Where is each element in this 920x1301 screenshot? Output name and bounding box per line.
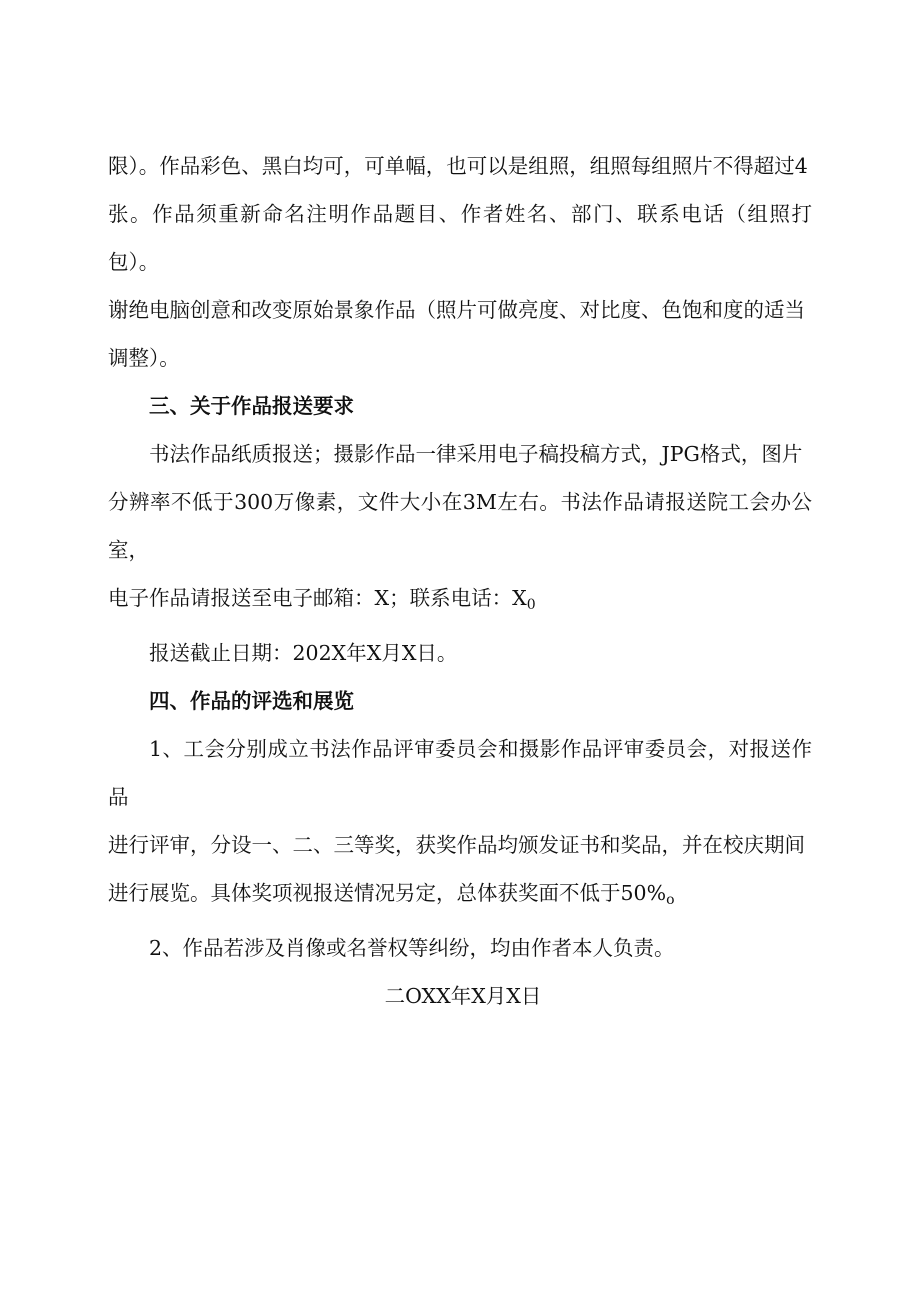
submission-line-1: 书法作品纸质报送；摄影作品一律采用电子稿投稿方式，JPG格式，图片 [149,442,803,466]
judging-item-1-line-1: 1、工会分别成立书法作品评审委员会和摄影作品评审委员会，对报送作品 [108,737,812,809]
section-4-heading: 四、作品的评选和展览 [149,689,354,713]
judging-item-1 [108,725,812,924]
continuation-line-4: 调整）。 [108,346,180,370]
judging-item-1-subscript: o [666,892,675,908]
document-date: 二OXX年X月X日 [384,984,542,1008]
judging-item-1-line-3: 进行展览。具体奖项视报送情况另定，总体获奖面不低于50% [108,881,667,905]
submission-line-2: 分辨率不低于300万像素，文件大小在3M左右。书法作品请报送院工会办公室， [108,490,812,562]
judging-item-1-line-2: 进行评审，分设一、二、三等奖，获奖作品均颁发证书和奖品，并在校庆期间 [108,833,805,857]
continuation-line-1: 限）。作品彩色、黑白均可，可单幅，也可以是组照，组照每组照片不得超过4 [108,154,808,178]
submission-paragraph [108,430,812,629]
submission-line-3: 电子作品请报送至电子邮箱：X；联系电话：X [108,586,527,610]
judging-item-2: 2、作品若涉及肖像或名誉权等纠纷，均由作者本人负责。 [149,936,675,960]
deadline-paragraph: 报送截止日期：202X年X月X日。 [149,641,458,665]
section-3-heading: 三、关于作品报送要求 [149,394,354,418]
submission-line-3-subscript: 0 [526,597,536,613]
document-page [108,142,812,1020]
continuation-line-3: 谢绝电脑创意和改变原始景象作品（照片可做亮度、对比度、色饱和度的适当 [108,298,805,322]
continuation-line-2: 张。作品须重新命名注明作品题目、作者姓名、部门、联系电话（组照打包）。 [108,202,812,274]
continuation-paragraph [108,142,812,382]
